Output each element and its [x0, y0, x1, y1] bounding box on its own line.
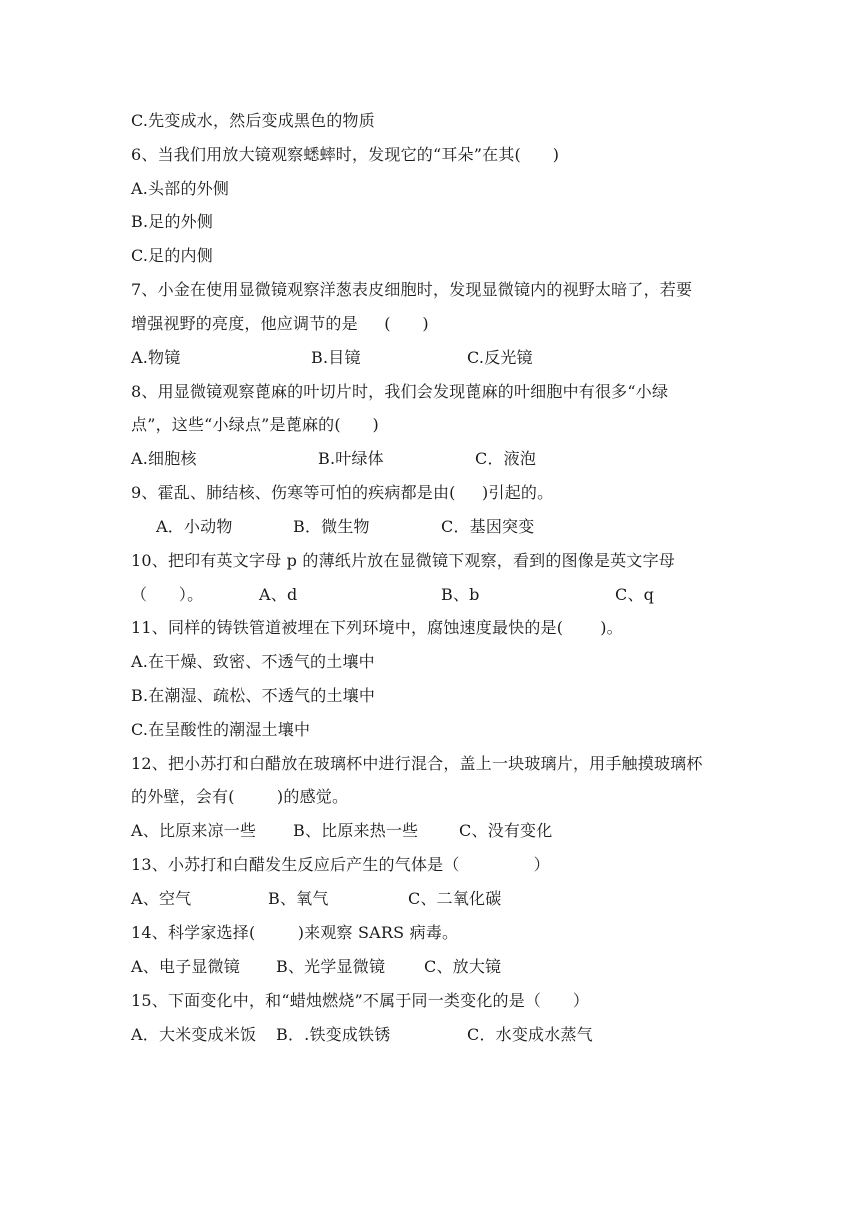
option-a-q6: A.头部的外侧 [131, 179, 230, 198]
option-a-q9: A．小动物 [156, 517, 233, 536]
option-b-q14: B、光学显微镜 [276, 957, 386, 976]
option-c-q7: C.反光镜 [467, 348, 533, 367]
option-c-q12: C、没有变化 [459, 821, 553, 840]
question-7-line-2: 增强视野的亮度，他应调节的是 ( ) [131, 314, 429, 333]
question-8-line-1: 8、用显微镜观察蓖麻的叶切片时，我们会发现蓖麻的叶细胞中有很多“小绿 [131, 382, 669, 401]
option-a-q10: A、d [259, 585, 298, 604]
question-15: 15、下面变化中，和“蜡烛燃烧”不属于同一类变化的是（ ） [131, 991, 590, 1010]
option-c-q15: C．水变成水蒸气 [467, 1025, 593, 1044]
option-b-q10: B、b [441, 585, 480, 604]
question-8-line-2: 点”，这些“小绿点”是蓖麻的( ) [131, 415, 379, 434]
question-13: 13、小苏打和白醋发生反应后产生的气体是（ ） [131, 855, 550, 874]
option-c-q9: C．基因突变 [441, 517, 535, 536]
option-b-q13: B、氧气 [268, 889, 329, 908]
option-a-q8: A.细胞核 [131, 449, 197, 468]
option-b-q7: B.目镜 [311, 348, 361, 367]
question-6: 6、当我们用放大镜观察蟋蟀时，发现它的“耳朵”在其( ) [131, 145, 560, 164]
option-c-q14: C、放大镜 [424, 957, 502, 976]
option-a-q11: A.在干燥、致密、不透气的土壤中 [131, 652, 375, 671]
option-b-q8: B.叶绿体 [318, 449, 384, 468]
question-12-line-2: 的外壁，会有( )的感觉。 [131, 787, 349, 806]
question-11: 11、同样的铸铁管道被埋在下列环境中，腐蚀速度最快的是( )。 [131, 618, 623, 637]
option-b-q6: B.足的外侧 [131, 212, 214, 231]
option-c-q13: C、二氧化碳 [408, 889, 502, 908]
option-c-q11: C.在呈酸性的潮湿土壤中 [131, 720, 311, 739]
question-14: 14、科学家选择( )来观察 SARS 病毒。 [131, 923, 459, 942]
question-10-line-1: 10、把印有英文字母 p 的薄纸片放在显微镜下观察，看到的图像是英文字母 [131, 551, 675, 570]
option-b-q15: B．.铁变成铁锈 [276, 1025, 391, 1044]
option-a-q7: A.物镜 [131, 348, 181, 367]
option-c-q6: C.足的内侧 [131, 246, 213, 265]
option-b-q12: B、比原来热一些 [293, 821, 419, 840]
question-12-line-1: 12、把小苏打和白醋放在玻璃杯中进行混合，盖上一块玻璃片，用手触摸玻璃杯 [131, 754, 703, 773]
option-a-q14: A、电子显微镜 [131, 957, 240, 976]
option-b-q9: B．微生物 [293, 517, 370, 536]
option-a-q12: A、比原来凉一些 [131, 821, 257, 840]
option-b-q11: B.在潮湿、疏松、不透气的土壤中 [131, 686, 376, 705]
question-7-line-1: 7、小金在使用显微镜观察洋葱表皮细胞时，发现显微镜内的视野太暗了，若要 [131, 280, 693, 299]
question-10-line-2: （ ）。 [131, 585, 204, 604]
option-c-q10: C、q [615, 585, 655, 604]
option-c-q5: C.先变成水，然后变成黑色的物质 [131, 111, 375, 130]
option-a-q15: A．大米变成米饭 [131, 1025, 257, 1044]
question-9: 9、霍乱、肺结核、伤寒等可怕的疾病都是由( )引起的。 [131, 483, 554, 502]
option-a-q13: A、空气 [131, 889, 192, 908]
option-c-q8: C．液泡 [475, 449, 537, 468]
